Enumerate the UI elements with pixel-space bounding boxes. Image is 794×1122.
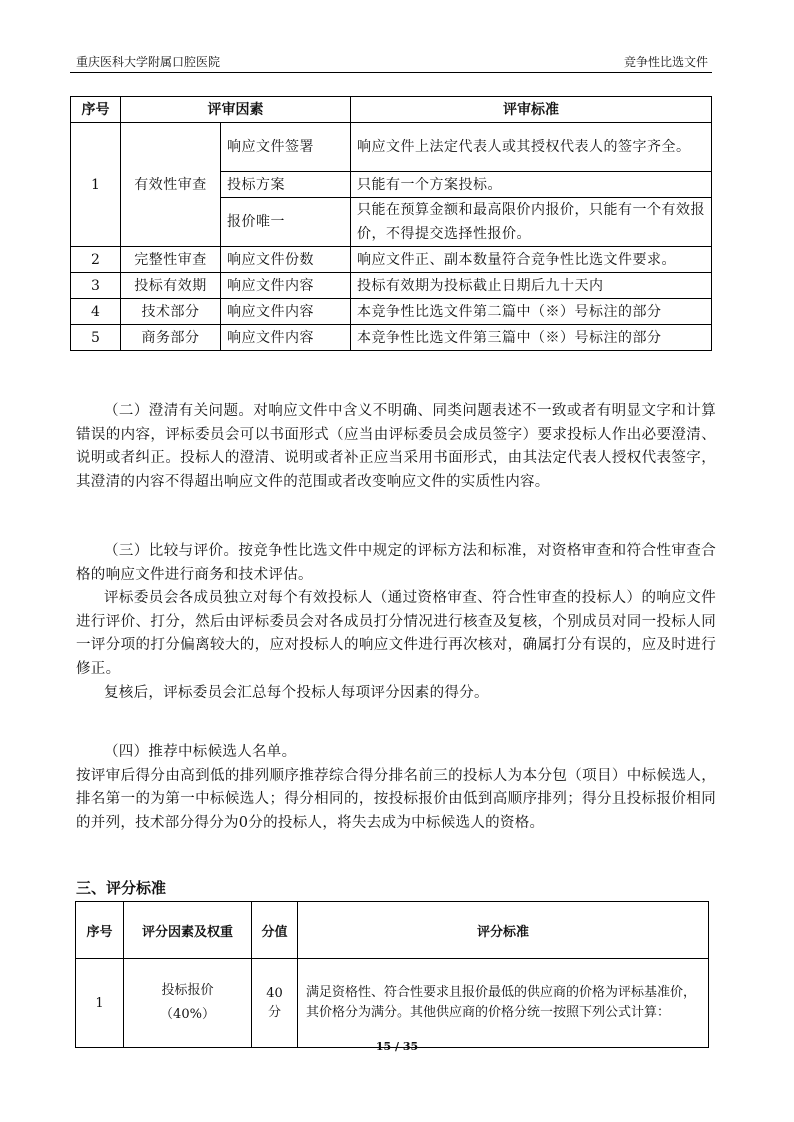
paragraph-scoring-process: 评标委员会各成员独立对每个有效投标人（通过资格审查、符合性审查的投标人）的响应文件进行评价、打分，然后由评标委员会对各成员打分情况进行核查及复核，个别成员对同一投标人同一评分项的打分偏离较大的，应对投标人的响应文件进行再次核对，确属打分有误的，应及时进行修正。 [76, 590, 716, 677]
factor-name: 投标报价 [161, 983, 214, 998]
table-row [71, 325, 712, 351]
table-row [71, 247, 712, 273]
row-standard: 响应文件上法定代表人或其授权代表人的签字齐全。 [351, 123, 712, 172]
col-header-score: 分值 [252, 902, 298, 959]
paragraph-clarification: （二）澄清有关问题。对响应文件中含义不明确、同类问题表述不一致或者有明显文字和计算错误的内容，评标委员会可以书面形式（应当由评标委员会成员签字）要求投标人作出必要澄清、说明或者纠正。投标人的澄清、说明或者补正应当采用书面形式，由其法定代表人授权代表签字，其澄清的内容不得超出响应文件的范围或者改变响应文件的实质性内容。 [76, 403, 716, 490]
paragraph-review-summary: 复核后，评标委员会汇总每个投标人每项评分因素的得分。 [104, 684, 489, 701]
scoring-standard-table [75, 901, 709, 1048]
row-standard: 本竞争性比选文件第三篇中（※）号标注的部分 [351, 325, 712, 351]
row-item: 投标方案 [221, 172, 351, 198]
row-standard: 只能在预算金额和最高限价内报价，只能有一个有效报价，不得提交选择性报价。 [351, 198, 712, 247]
row-number: 1 [71, 123, 121, 247]
col-header-factor: 评审因素 [121, 97, 351, 123]
row-category: 投标有效期 [121, 273, 221, 299]
row-standard: 只能有一个方案投标。 [351, 172, 712, 198]
row-number: 4 [71, 299, 121, 325]
comparison-section [76, 540, 716, 705]
table-row [71, 273, 712, 299]
row-item: 响应文件内容 [221, 273, 351, 299]
row-item: 报价唯一 [221, 198, 351, 247]
row-item: 响应文件内容 [221, 299, 351, 325]
row-standard: 投标有效期为投标截止日期后九十天内 [351, 273, 712, 299]
evaluation-factors-table [70, 96, 712, 351]
paragraph-recommend-rules: 按评审后得分由高到低的排列顺序推荐综合得分排名前三的投标人为本分包（项目）中标候选人，排名第一的为第一中标候选人；得分相同的，按投标报价由低到高顺序排列；得分且投标报价相同的并列，技术部分得分为0分的投标人，将失去成为中标候选人的资格。 [76, 767, 716, 831]
table-header-row [76, 902, 709, 959]
row-item: 响应文件内容 [221, 325, 351, 351]
row-number: 3 [71, 273, 121, 299]
paragraph-recommend-heading: （四）推荐中标候选人名单。 [104, 744, 297, 760]
table-row [71, 123, 712, 172]
col-header-no: 序号 [76, 902, 124, 959]
row-number: 1 [76, 959, 124, 1048]
row-category: 技术部分 [121, 299, 221, 325]
paragraph-comparison: （三）比较与评价。按竞争性比选文件中规定的评标方法和标准，对资格审查和符合性审查合格的响应文件进行商务和技术评估。 [76, 543, 716, 583]
row-category: 商务部分 [121, 325, 221, 351]
row-factor [124, 959, 252, 1048]
section-heading-scoring: 三、评分标准 [76, 879, 167, 897]
recommendation-section [76, 741, 716, 835]
row-item: 响应文件份数 [221, 247, 351, 273]
row-category: 有效性审查 [121, 123, 221, 247]
table-header-row [71, 97, 712, 123]
header-org-name: 重庆医科大学附属口腔医院 [76, 55, 221, 69]
row-score: 40 分 [252, 959, 298, 1048]
factor-weight: （40%） [160, 1007, 215, 1022]
table-row [76, 959, 709, 1048]
page-header [70, 52, 712, 73]
row-standard: 本竞争性比选文件第二篇中（※）号标注的部分 [351, 299, 712, 325]
col-header-standard: 评审标准 [351, 97, 712, 123]
clarification-section [76, 400, 716, 494]
header-doc-title: 竞争性比选文件 [623, 55, 708, 69]
row-item: 响应文件签署 [221, 123, 351, 172]
row-number: 2 [71, 247, 121, 273]
col-header-no: 序号 [71, 97, 121, 123]
col-header-criteria: 评分标准 [298, 902, 709, 959]
col-header-factor-weight: 评分因素及权重 [124, 902, 252, 959]
row-category: 完整性审查 [121, 247, 221, 273]
page-number: 15 / 35 [375, 1040, 419, 1053]
table-row [71, 299, 712, 325]
row-standard: 响应文件正、副本数量符合竞争性比选文件要求。 [351, 247, 712, 273]
row-criteria: 满足资格性、符合性要求且报价最低的供应商的价格为评标基准价，其价格分为满分。其他供应商的价格分统一按照下列公式计算： [298, 959, 709, 1048]
row-number: 5 [71, 325, 121, 351]
